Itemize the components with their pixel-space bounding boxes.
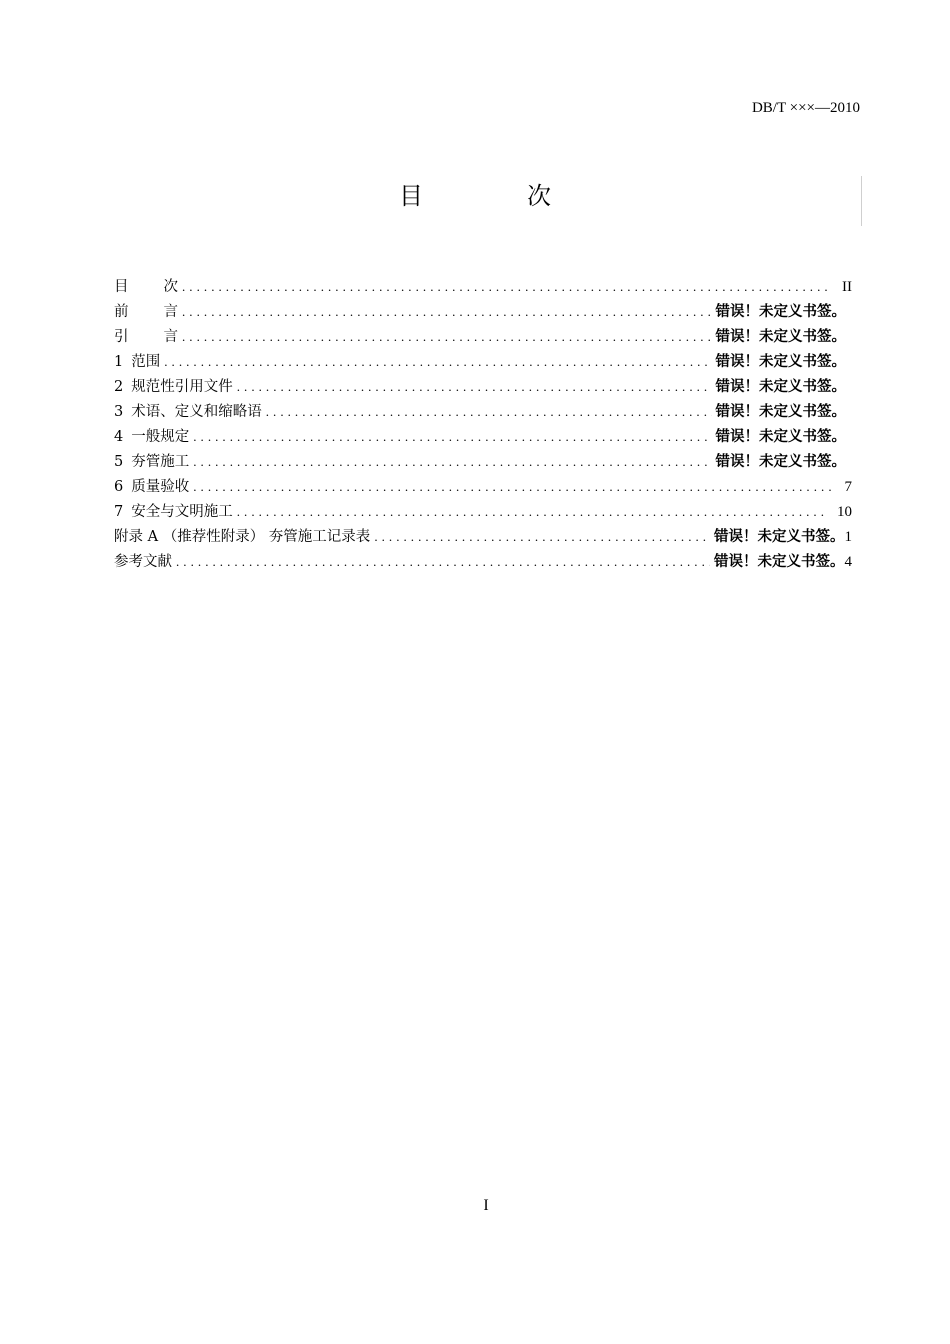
toc-entry-label: 夯管施工 [131,454,190,470]
toc-entry-number: 2 [114,379,124,395]
toc-entry-scope[interactable] [114,349,852,374]
page-number: I [483,1197,489,1214]
toc-leader-dots [193,424,711,450]
toc-entry-page-error: 错误！未定义书签。 [715,304,846,320]
toc-entry-page-error: 错误！未定义书签。 [715,354,846,370]
toc-entry-normative-references[interactable] [114,374,852,399]
toc-title: 目 次 [399,182,591,210]
toc-entry-label: 范围 [131,354,161,370]
toc-entry-page-error: 错误！未定义书签。 [715,329,846,345]
toc-entry-label: 目次 [114,279,178,295]
toc-entry-appendix-a[interactable] [114,524,852,549]
toc-entry-label: 附录 A （推荐性附录） 夯管施工记录表 [114,529,371,545]
document-code: DB/T ×××—2010 [751,100,860,116]
toc-entry-bibliography[interactable] [114,549,852,574]
toc-leader-dots [182,324,712,350]
toc-entry-safety-construction[interactable] [114,499,852,524]
toc-entry-label: 质量验收 [131,479,190,495]
toc-leader-dots [374,524,710,550]
toc-entry-general-provisions[interactable] [114,424,852,449]
toc-entry-number: 4 [114,429,124,445]
toc-entry-page-error: 错误！未定义书签。4 [714,554,852,570]
toc-entry-number: 5 [114,454,124,470]
toc-leader-dots [176,549,710,575]
toc-entry-page-error: 错误！未定义书签。 [715,429,846,445]
toc-entry-label: 引言 [114,329,178,345]
table-of-contents [114,274,852,574]
toc-entry-label: 术语、定义和缩略语 [131,404,262,420]
toc-entry-page: 7 [844,479,852,495]
toc-entry-label: 前言 [114,304,178,320]
toc-leader-dots [193,474,834,500]
toc-entry-number: 7 [114,504,124,520]
toc-entry-number: 3 [114,404,124,420]
toc-entry-page: 10 [837,504,852,520]
toc-entry-label: 安全与文明施工 [131,504,233,520]
toc-leader-dots [237,374,712,400]
toc-entry-page-error: 错误！未定义书签。 [715,379,846,395]
toc-leader-dots [182,274,832,300]
toc-leader-dots [266,399,712,425]
toc-entry-number: 1 [114,354,124,370]
toc-leader-dots [193,449,711,475]
toc-entry-label: 规范性引用文件 [131,379,233,395]
toc-leader-dots [164,349,711,375]
toc-entry-label: 一般规定 [131,429,190,445]
toc-leader-dots [182,299,712,325]
toc-entry-label: 参考文献 [114,554,172,570]
toc-leader-dots [237,499,827,525]
toc-entry-introduction[interactable] [114,324,852,349]
toc-entry-page-error: 错误！未定义书签。 [715,404,846,420]
toc-entry-quality-acceptance[interactable] [114,474,852,499]
toc-entry-page-error: 错误！未定义书签。 [715,454,846,470]
toc-entry-contents[interactable] [114,274,852,299]
toc-entry-page: II [842,279,852,295]
toc-entry-pipe-ramming[interactable] [114,449,852,474]
toc-entry-foreword[interactable] [114,299,852,324]
toc-entry-terms-definitions[interactable] [114,399,852,424]
toc-entry-number: 6 [114,479,124,495]
toc-entry-page-error: 错误！未定义书签。1 [714,529,852,545]
